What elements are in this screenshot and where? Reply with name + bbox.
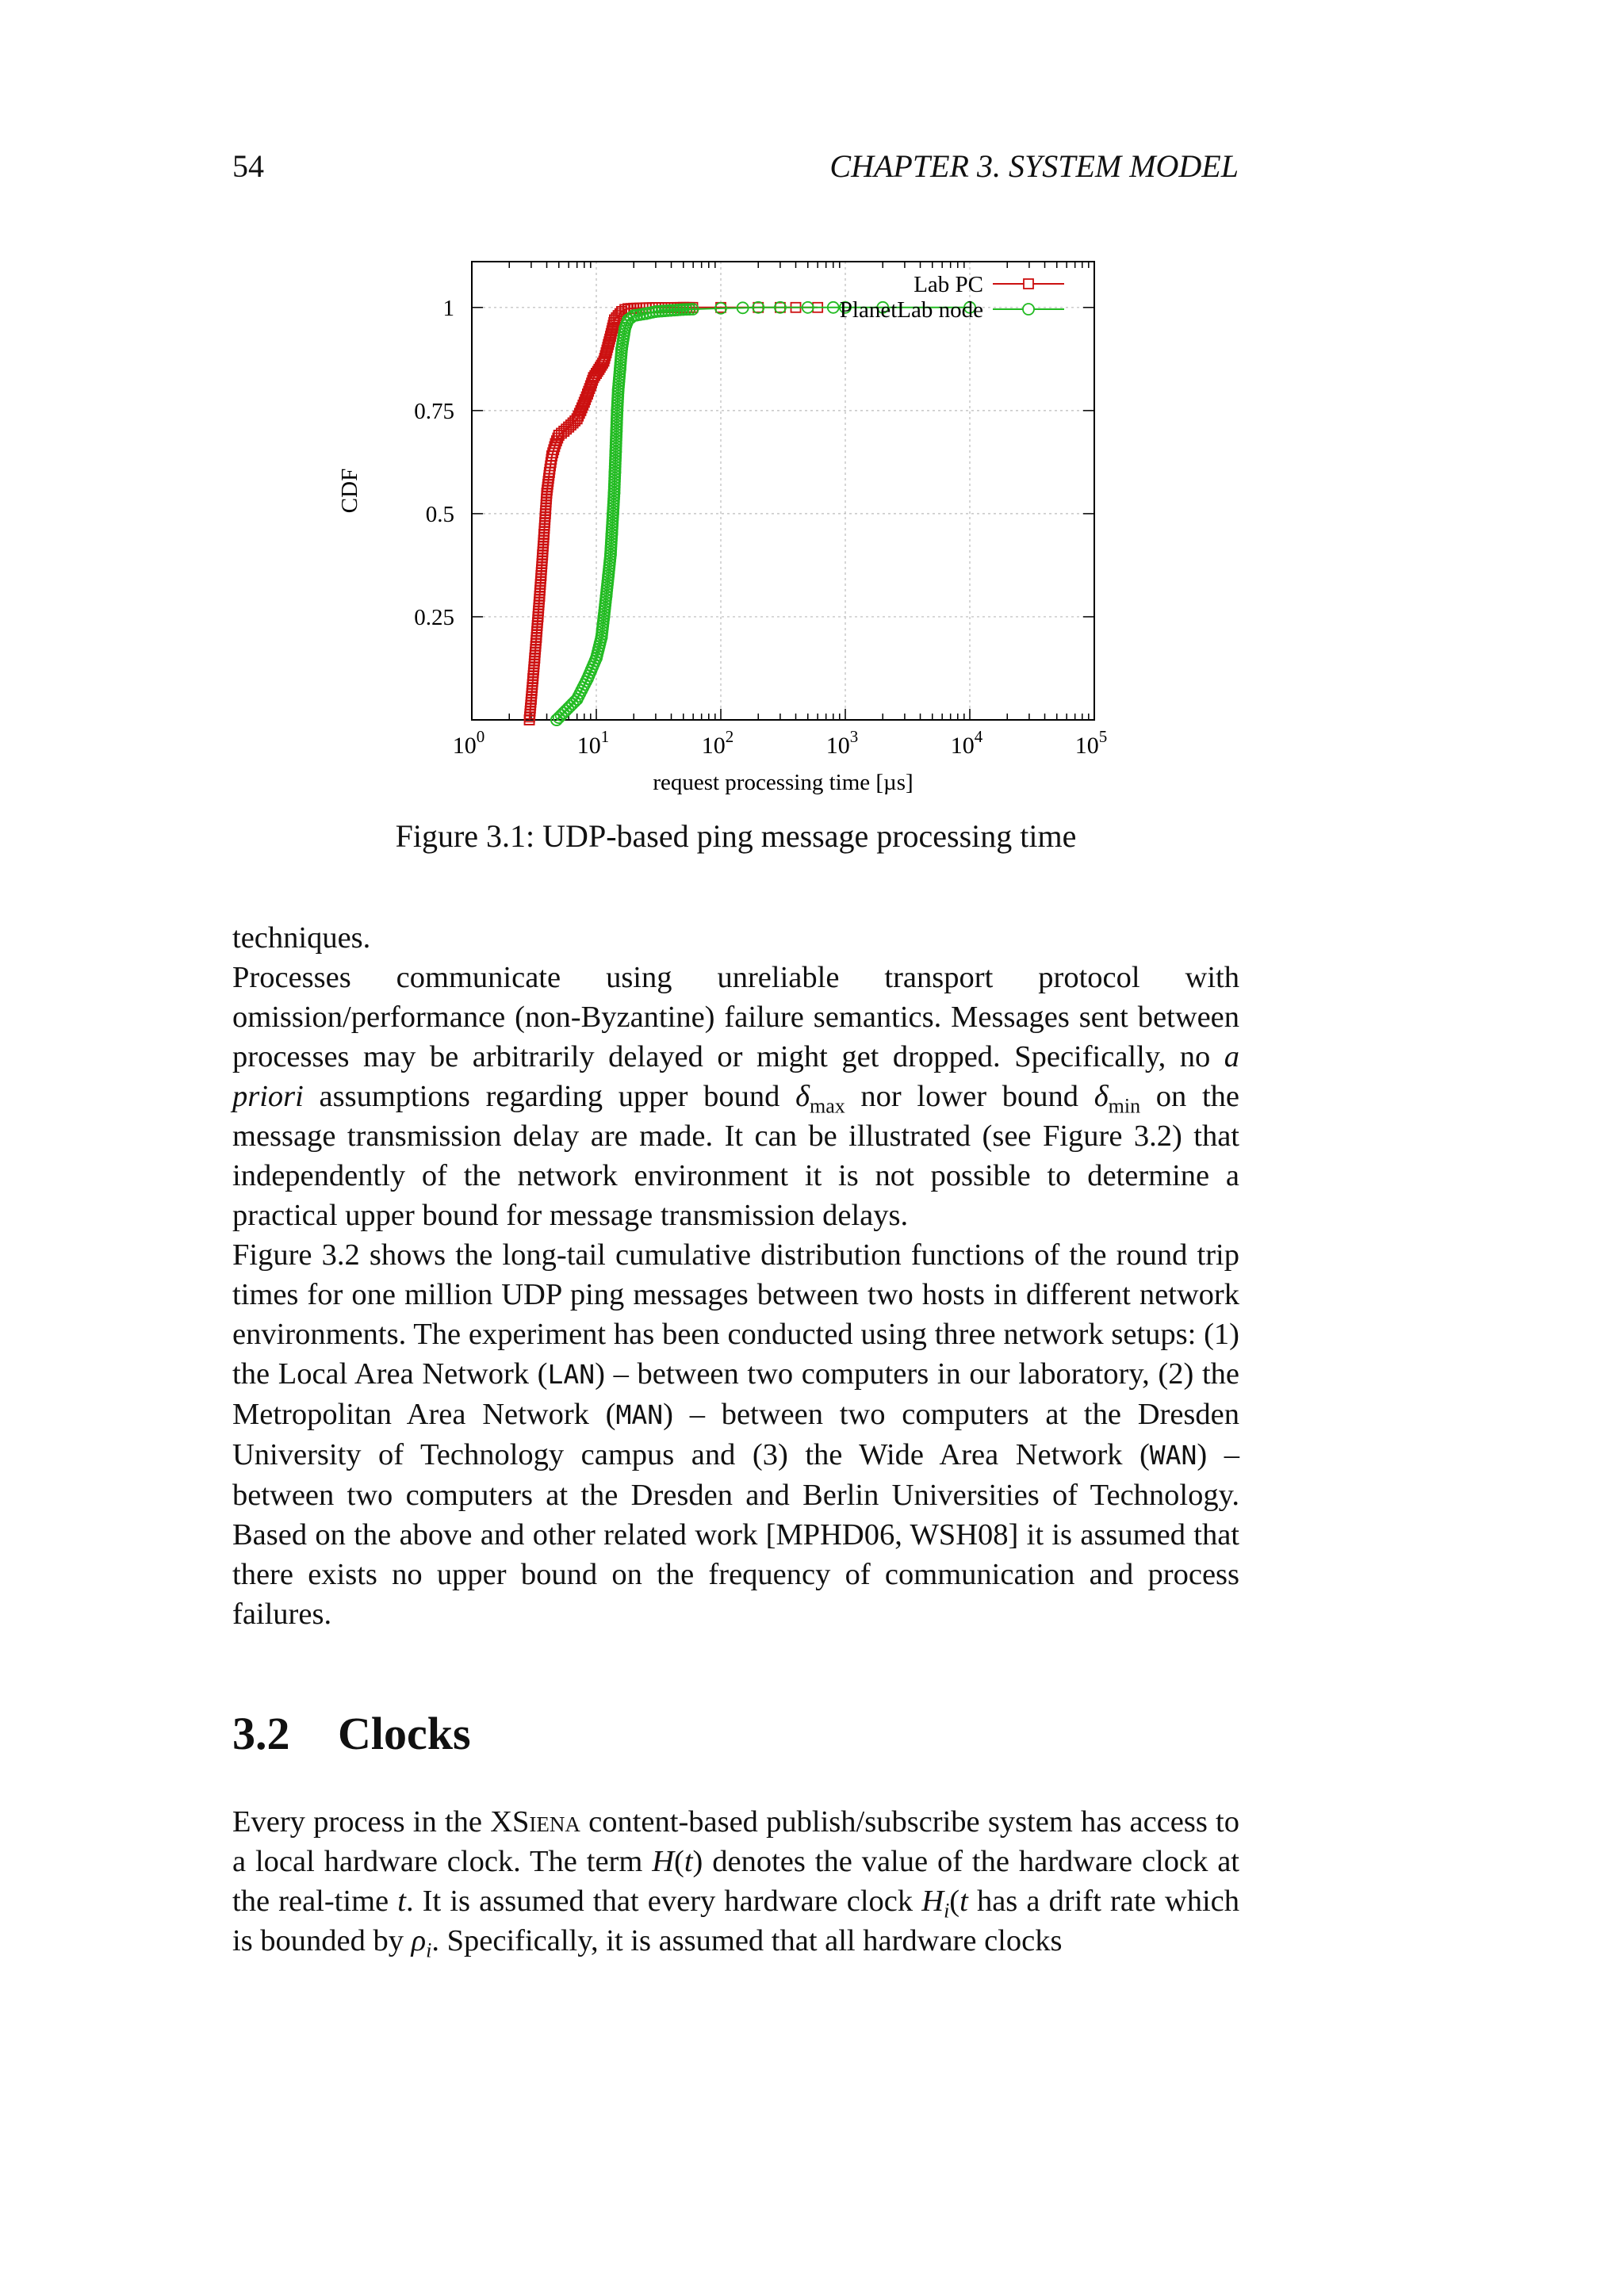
y-tick-label: 0.25 xyxy=(414,604,454,630)
figure-3-1 xyxy=(301,252,1142,807)
plot-frame xyxy=(472,262,1094,720)
x-tick-label: $10^0$ xyxy=(452,727,485,759)
y-tick-label: 0.5 xyxy=(425,501,454,527)
section-number: 3.2 xyxy=(232,1708,290,1759)
x-tick-label: $10^5$ xyxy=(1074,727,1108,759)
cdf-chart xyxy=(301,252,1142,807)
paragraph-processes: Processes communicate using unreliable transport protocol with omission/performance (non-Byzantine) failure semantics. Messages sent between processes may be arbitrarily delayed or might get dropped. Specifically, no a priori assumptions regarding upper bound $\delta_{max}$ nor lower bound $\delta_{min}$ on the message transmission delay are made. It can be illustrated (see Figure 3.2) that independently of the network environment it is not possible to determine a practical upper bound for message transmission delays. xyxy=(232,961,1239,1232)
legend-label: PlanetLab node xyxy=(839,297,983,323)
paragraph-fragment: techniques. xyxy=(232,921,371,955)
paragraph-figure-3-2: Figure 3.2 shows the long-tail cumulative distribution functions of the round trip times for one million UDP ping messages between two hosts in different network environments. The experiment has been conducted using three network setups: (1) the Local Area Network (LAN) – between two computers in our laboratory, (2) the Metropolitan Area Network (MAN) – between two computers at the Dresden University of Technology campus and (3) the Wide Area Network (WAN) – between two computers at the Dresden and Berlin Universities of Technology. Based on the above and other related work [MPHD06, WSH08] it is assumed that there exists no upper bound on the frequency of communication and process failures. xyxy=(232,1238,1240,1631)
y-axis-label: CDF xyxy=(337,468,362,514)
x-tick-label: $10^2$ xyxy=(701,727,734,759)
y-tick-label: 1 xyxy=(442,295,454,321)
x-tick-label: $10^4$ xyxy=(950,727,983,759)
page-number: 54 xyxy=(232,148,264,184)
section-heading xyxy=(232,1706,471,1762)
y-tick-label: 0.75 xyxy=(414,398,454,424)
body-paragraphs xyxy=(232,918,1239,1634)
legend-label: Lab PC xyxy=(914,272,983,297)
section-paragraph xyxy=(232,1802,1239,1961)
x-axis-label: request processing time [µs] xyxy=(653,770,914,795)
paragraph-clocks: Every process in the XSiena content-based publish/subscribe system has access to a local hardware clock. The term H(t) denotes the value of the hardware clock at the real-time t. It is assumed that every hardware clock $H_i(t$ has a drift rate which is bounded by $\rho_i$. Specifically, it is assumed that all hardware clocks xyxy=(232,1805,1240,1962)
x-tick-label: $10^1$ xyxy=(576,727,610,759)
legend-marker xyxy=(1024,279,1033,289)
legend-marker xyxy=(1023,304,1034,315)
running-header: CHAPTER 3. SYSTEM MODEL xyxy=(829,148,1239,184)
figure-caption: Figure 3.1: UDP-based ping message processing time xyxy=(395,818,1077,854)
x-tick-label: $10^3$ xyxy=(825,727,859,759)
section-title: Clocks xyxy=(338,1708,471,1759)
